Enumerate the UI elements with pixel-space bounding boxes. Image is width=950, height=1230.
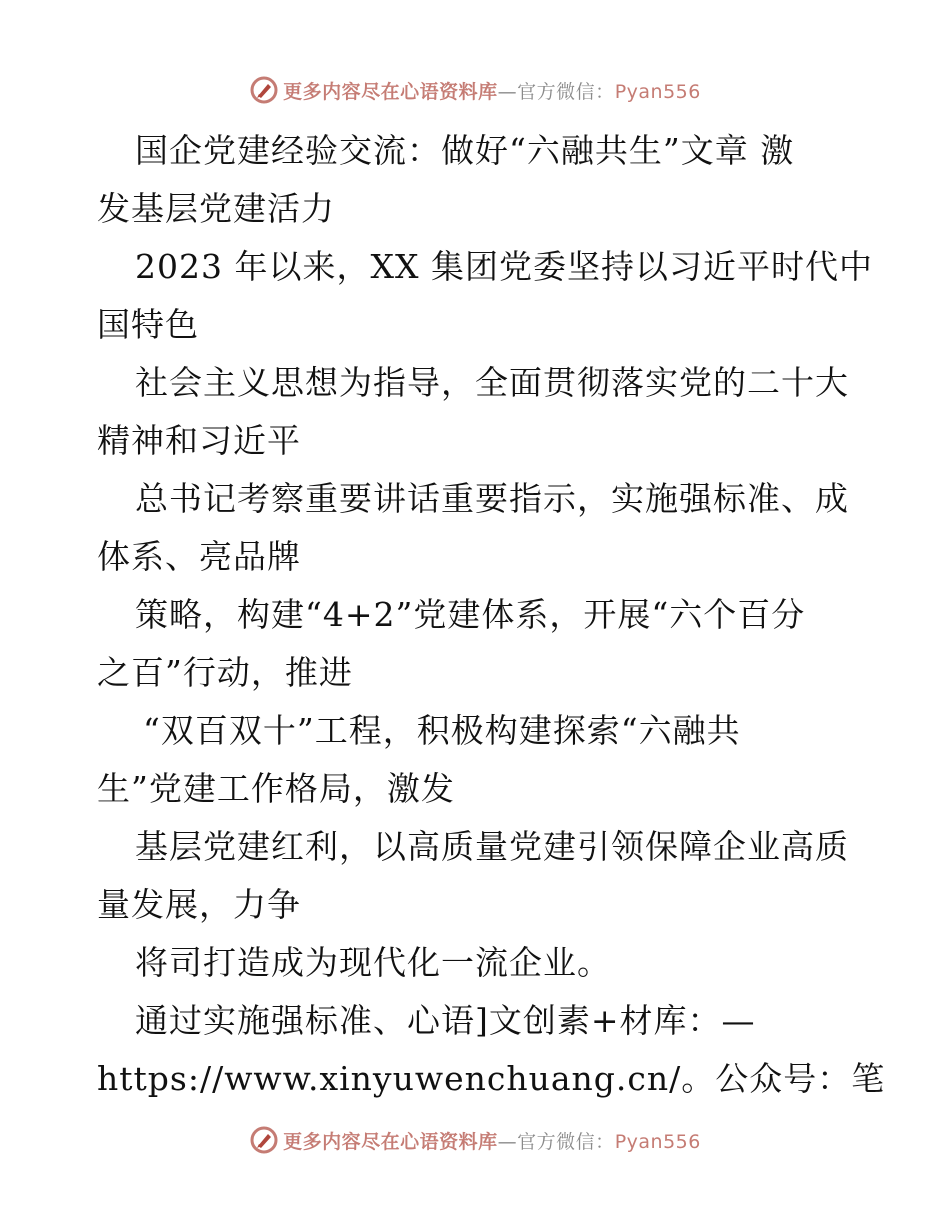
paragraph-line: 社会主义思想为指导，全面贯彻落实党的二十大: [135, 363, 849, 402]
watermark-brand: 更多内容尽在心语资料库: [283, 80, 498, 103]
paragraph-line: 量发展，力争: [97, 885, 301, 924]
document-body: [97, 122, 886, 1108]
title-line-1: 国企党建经验交流：做好“六融共生”文章 激: [135, 131, 795, 170]
paragraph-line: 精神和习近平: [97, 421, 301, 460]
watermark-account: Pyan556: [614, 80, 701, 103]
watermark-account: Pyan556: [614, 1130, 701, 1153]
paragraph-line: 将司打造成为现代化一流企业。: [135, 943, 611, 982]
watermark-dash: —官方微信：: [497, 1130, 615, 1153]
title-line-2: 发基层党建活力: [97, 189, 335, 228]
paragraph-line: 之百”行动，推进: [97, 653, 353, 692]
paragraph-line: 体系、亮品牌: [97, 537, 301, 576]
paragraph-line: “双百双十”工程，积极构建探索“六融共: [143, 711, 741, 750]
watermark-text: [283, 1127, 701, 1154]
pen-circle-icon: [249, 75, 279, 105]
paragraph-line: 总书记考察重要讲话重要指示，实施强标准、成: [135, 479, 849, 518]
watermark-text: [283, 77, 701, 104]
header-watermark: [0, 70, 950, 110]
paragraph-line: 基层党建红利，以高质量党建引领保障企业高质: [135, 827, 849, 866]
pen-circle-icon: [249, 1125, 279, 1155]
footer-watermark: [0, 1120, 950, 1160]
paragraph-line: 2023 年以来，XX 集团党委坚持以习近平时代中: [135, 247, 873, 286]
paragraph-line-url: https://www.xinyuwenchuang.cn/。公众号：笔: [97, 1059, 886, 1098]
paragraph-line: 策略，构建“4+2”党建体系，开展“六个百分: [135, 595, 806, 634]
watermark-dash: —官方微信：: [497, 80, 615, 103]
paragraph-line: 国特色: [97, 305, 199, 344]
paragraph-line: 通过实施强标准、心语]文创素+材库：—: [135, 1001, 756, 1040]
paragraph-line: 生”党建工作格局，激发: [97, 769, 455, 808]
watermark-brand: 更多内容尽在心语资料库: [283, 1130, 498, 1153]
